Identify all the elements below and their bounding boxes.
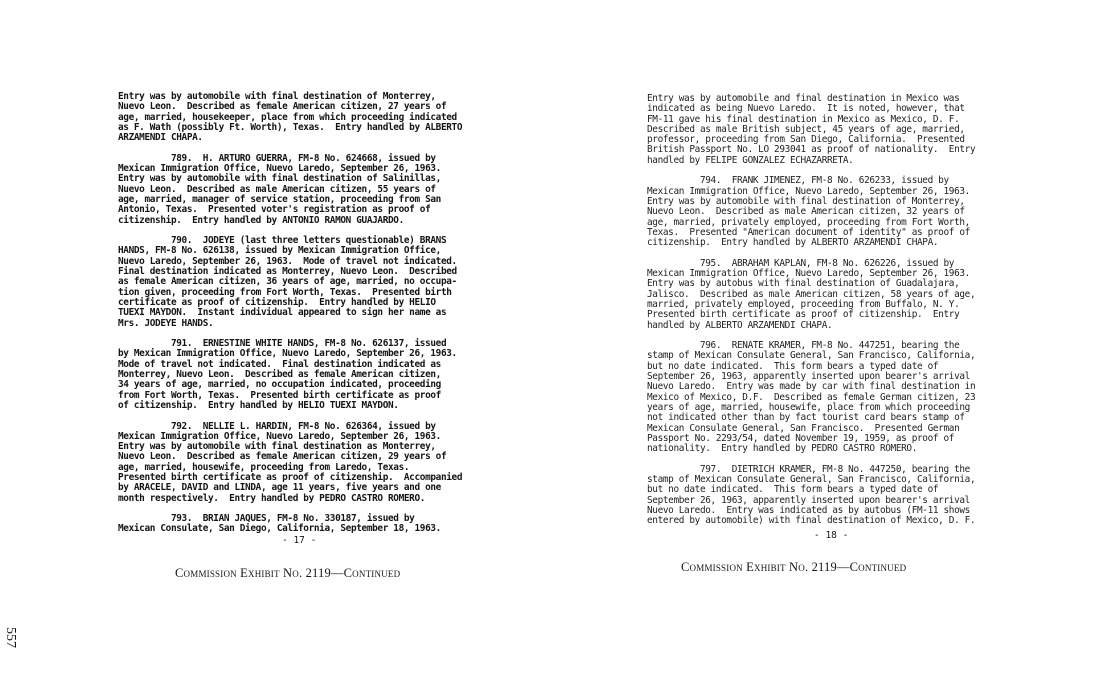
volume-page-number: 557 xyxy=(3,627,18,648)
left-page-number: - 17 - xyxy=(282,535,317,546)
left-page-caption: Commission Exhibit No. 2119—Continued xyxy=(175,566,401,580)
right-page-caption: Commission Exhibit No. 2119—Continued xyxy=(681,560,907,574)
left-page-body-text: Entry was by automobile with final destination of Monterrey, Nuevo Leon. Described as female American citizen, 27 years of age, married, housekeeper, place from which proceeding indicated as F. Wath (possibly Ft. Worth), Texas. Entry handled by ALBERTO ARZAMENDI CHAPA. 789. H. ARTURO GUERRA, FM-8 No. 624668, issued by Mexican Immigration Office, Nuevo Laredo, September 26, 1963. Entry was by automobile with final destination of Salinillas, Nuevo Leon. Described as male American citizen, 55 years of age, married, manager of service station, proceeding from San Antonio, Texas. Presented voter's registration as proof of citizenship. Entry handled by ANTONIO RAMON GUAJARDO. 790. JODEYE (last three letters questionable) BRANS HANDS, FM-8 No. 626138, issued by Mexican Immigration Office, Nuevo Laredo, September 26, 1963. Mode of travel not indicated. Final destination indicated as Monterrey, Nuevo Leon. Described as female American citizen, 36 years of age, married, no occupa- tion given, proceeding from Fort Worth, Texas. Presented birth certificate as proof of citizenship. Entry handled by HELIO TUEXI MAYDON. Instant individual appeared to sign her name as Mrs. JODEYE HANDS. 791. ERNESTINE WHITE HANDS, FM-8 No. 626137, issued by Mexican Immigration Office, Nuevo Laredo, September 26, 1963. Mode of travel not indicated. Final destination indicated as Monterrey, Nuevo Leon. Described as female American citizen, 34 years of age, married, no occupation indicated, proceeding from Fort Worth, Texas. Presented birth certificate as proof of citizenship. Entry handled by HELIO TUEXI MAYDON. 792. NELLIE L. HARDIN, FM-8 No. 626364, issued by Mexican Immigration Office, Nuevo Laredo, September 26, 1963. Entry was by automobile with final destination as Monterrey, Nuevo Leon. Described as female American citizen, 29 years of age, married, housewife, proceeding from Laredo, Texas. Presented birth certificate as proof of citizenship. Accompanied by ARACELE, DAVID and LINDA, age 11 years, five years and one month respectively. Entry handled by PEDRO CASTRO ROMERO. 793. BRIAN JAQUES, FM-8 No. 330187, issued by Mexican Consulate, San Diego, California, September 18, 1963. xyxy=(118,91,463,535)
right-page-number: - 18 - xyxy=(814,530,849,541)
right-page-body-text: Entry was by automobile and final destination in Mexico was indicated as being Nuevo Laredo. It is noted, however, that FM-11 gave his final destination in Mexico as Mexico, D. F. Described as male British subject, 45 years of age, married, professor, proceeding from San Diego, California. Presented British Passport No. LO 293041 as proof of nationality. Entry handled by FELIPE GONZALEZ ECHAZARRETA. 794. FRANK JIMENEZ, FM-8 No. 626233, issued by Mexican Immigration Office, Nuevo Laredo, September 26, 1963. Entry was by automobile with final destination of Monterrey, Nuevo Leon. Described as male American citizen, 32 years of age, married, privately employed, proceeding from Fort Worth, Texas. Presented "American document of identity" as proof of citizenship. Entry handled by ALBERTO ARZAMENDI CHAPA. 795. ABRAHAM KAPLAN, FM-8 No. 626226, issued by Mexican Immigration Office, Nuevo Laredo, September 26, 1963. Entry was by autobus with final destination of Guadalajara, Jalisco. Described as male American citizen, 58 years of age, married, privately employed, proceeding from Buffalo, N. Y. Presented birth certificate as proof of citizenship. Entry handled by ALBERTO ARZAMENDI CHAPA. 796. RENATE KRAMER, FM-8 No. 447251, bearing the stamp of Mexican Consulate General, San Francisco, California, but no date indicated. This form bears a typed date of September 26, 1963, apparently inserted upon bearer's arrival Nuevo Laredo. Entry was made by car with final destination in Mexico of Mexico, D.F. Described as female German citizen, 23 years of age, married, housewife, place from which proceeding not indicated other than by fact tourist card bears stamp of Mexican Consulate General, San Francisco. Presented German Passport No. 2293/54, dated November 19, 1959, as proof of nationality. Entry handled by PEDRO CASTRO ROMERO. 797. DIETRICH KRAMER, FM-8 No. 447250, bearing the stamp of Mexican Consulate General, San Francisco, California, but no date indicated. This form bears a typed date of September 26, 1963, apparently inserted upon bearer's arrival Nuevo Laredo. Entry was indicated as by autobus (FM-11 shows entered by automobile) with final destination of Mexico, D. F. xyxy=(647,93,976,527)
right-page xyxy=(547,0,1094,691)
